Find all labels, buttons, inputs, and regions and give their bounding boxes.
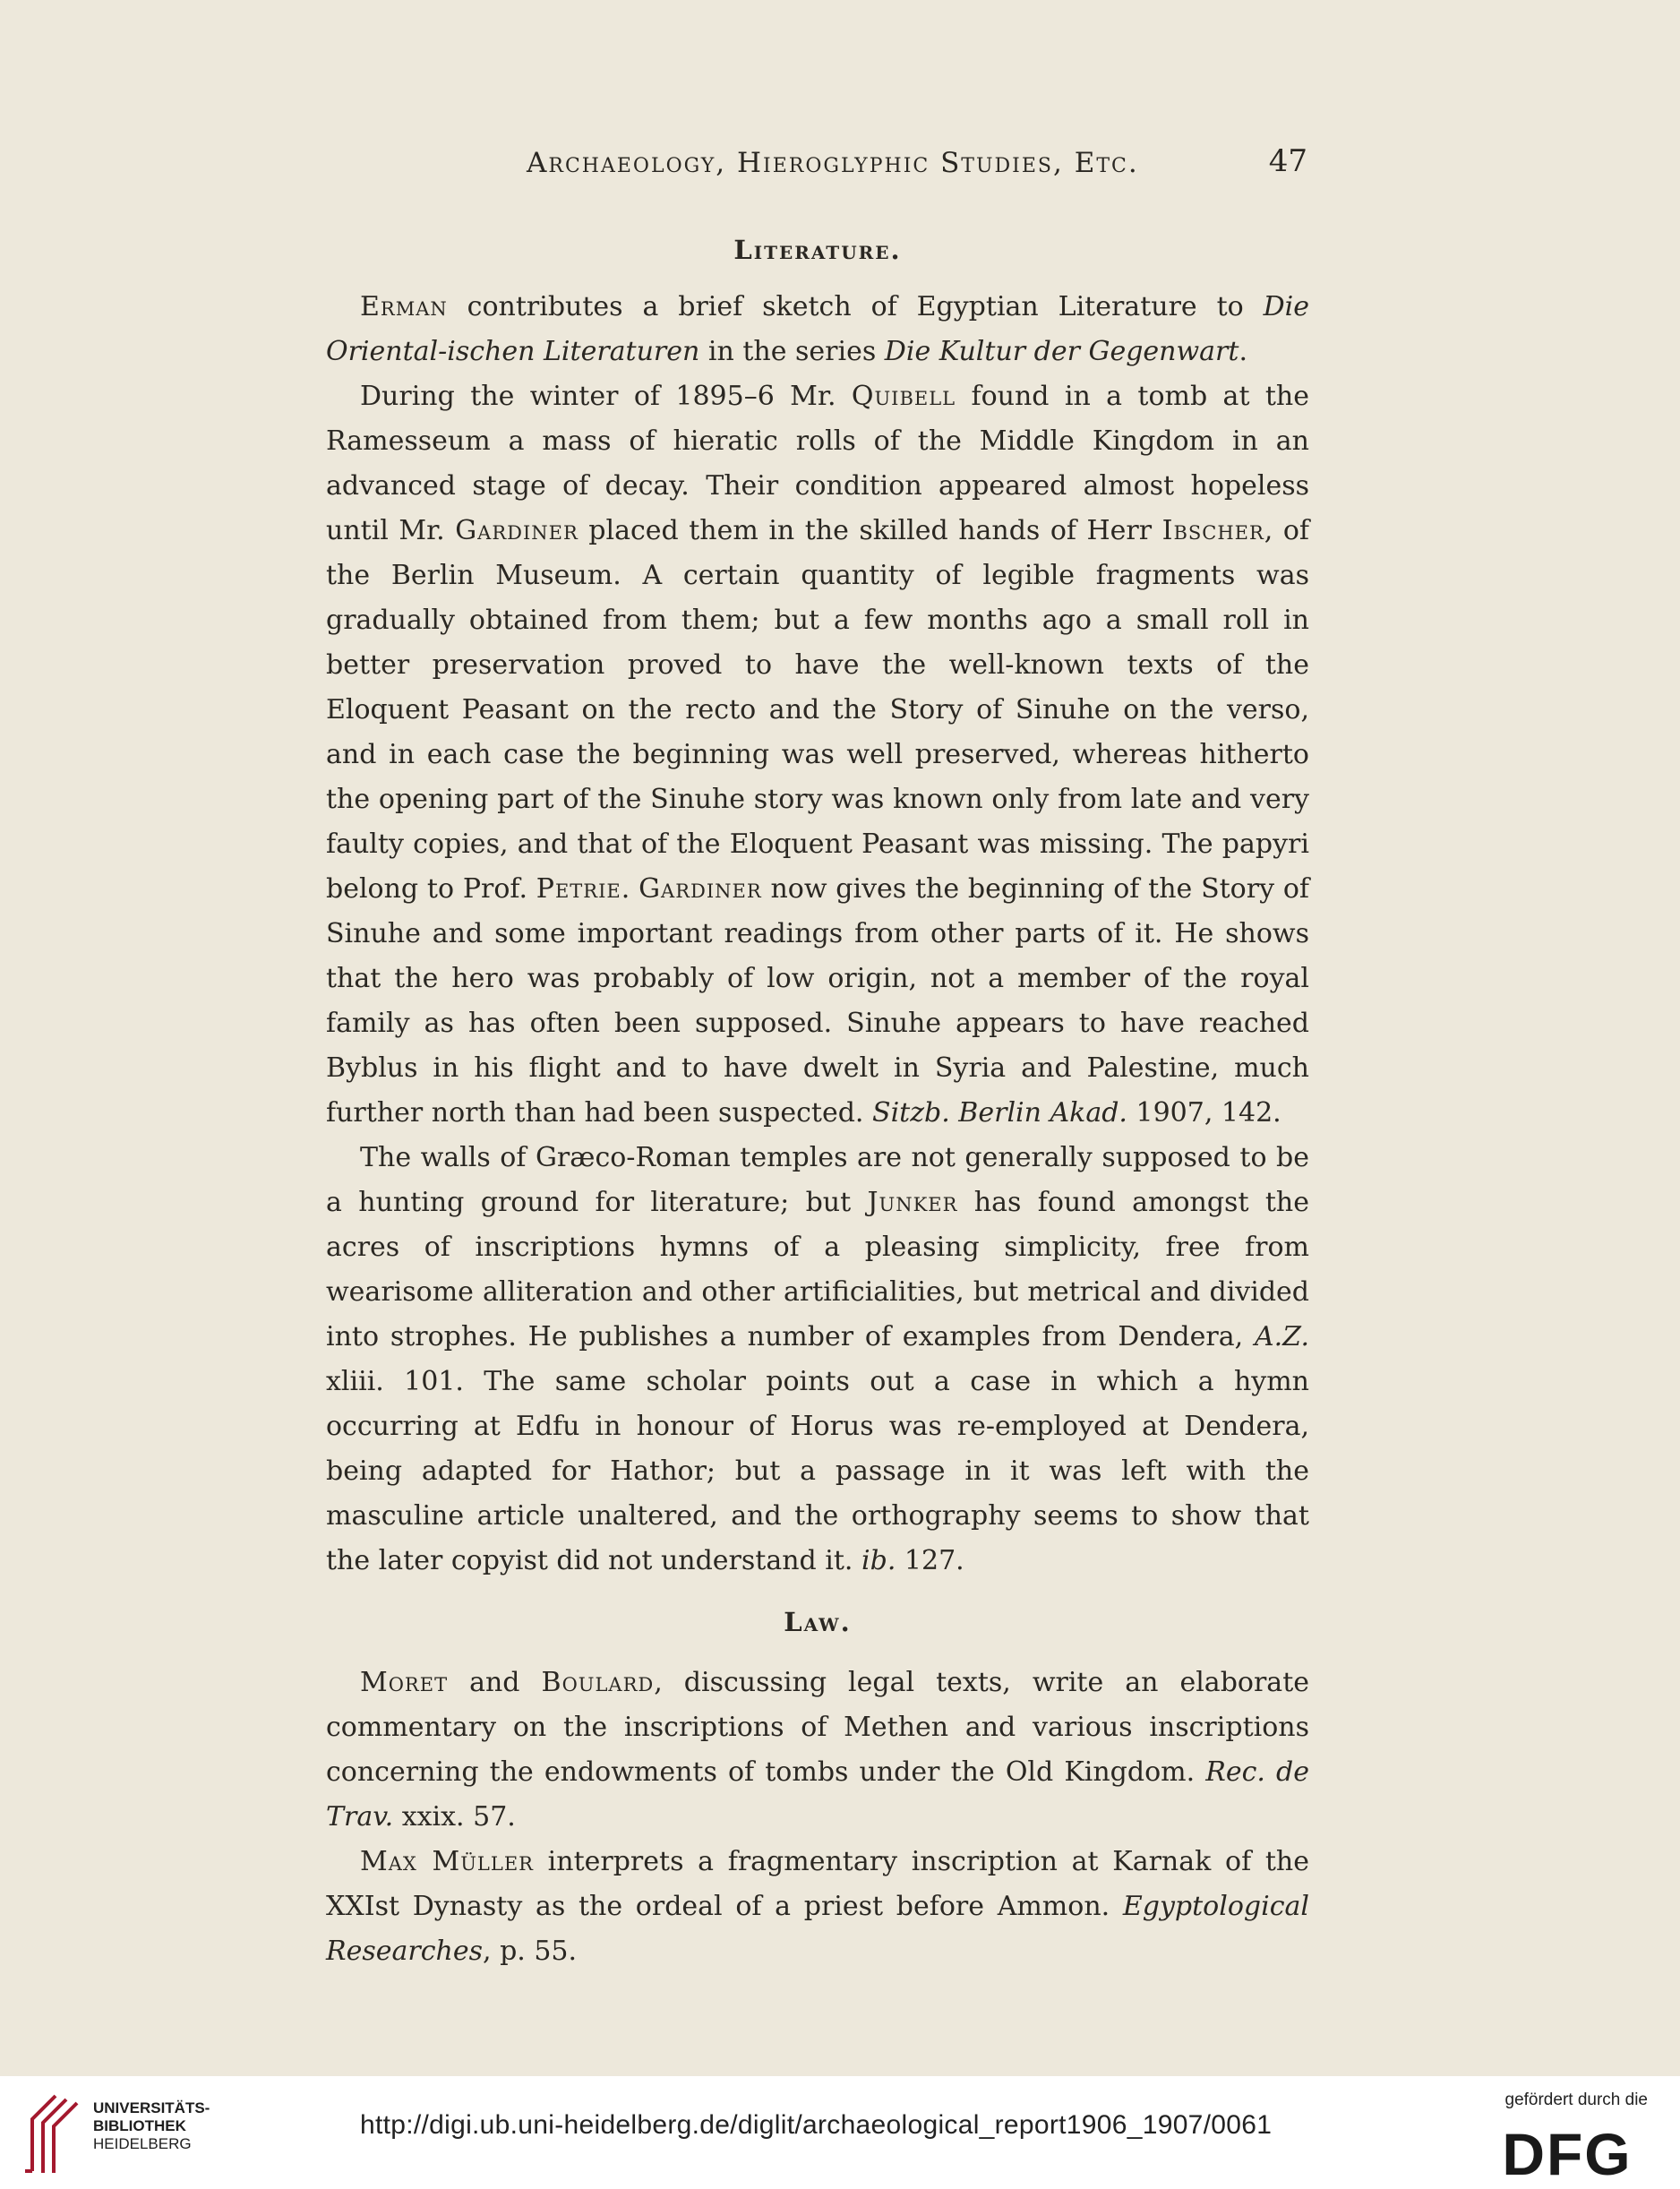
paragraph-graeco-roman-hymns: The walls of Græco-Roman temples are not generally supposed to be a hunting ground for literature; but Junker has found amongst the acres of inscriptions hymns of a pleasing simplicity, free from wearisome alliteration and other artificialities, but metrical and divided into strophes. He publishes a number of examples from Dendera, A.Z. xliii. 101. The same scholar points out a case in which a hymn occurring at Edfu in honour of Horus was re-employed at Dendera, being adapted for Hathor; but a passage in it was left with the masculine article unaltered, and the orthography seems to show that the later copyist did not understand it. ib. 127. — [326, 1142, 1309, 1576]
citation: A.Z. — [1254, 1321, 1309, 1352]
paragraph-ramesseum-papyri: During the winter of 1895–6 Mr. Quibell found in a tomb at the Ramesseum a mass of hieratic rolls of the Middle Kingdom in an advanced stage of decay. Their condition appeared almost hopeless until Mr. Gardiner placed them in the skilled hands of Herr Ibscher, of the Berlin Museum. A certain quantity of legible fragments was gradually obtained from them; but a few months ago a small roll in better preservation proved to have the well-known texts of the Eloquent Peasant on the recto and the Story of Sinuhe on the verso, and in each case the beginning was well preserved, whereas hitherto the opening part of the Sinuhe story was known only from late and very faulty copies, and that of the Eloquent Peasant was missing. The papyri belong to Prof. Petrie. Gardiner now gives the beginning of the Story of Sinuhe and some important readings from other parts of it. He shows that the hero was probably of low origin, not a member of the royal family as has often been supposed. Sinuhe appears to have reached Byblus in his flight and to have dwelt in Syria and Palestine, much further north than had been suspected. Sitzb. Berlin Akad. 1907, 142. — [326, 381, 1310, 1129]
citation: Sitzb. Berlin Akad. — [872, 1097, 1127, 1129]
dfg-logo-icon — [1490, 2123, 1644, 2182]
paragraph-max-muller: Max Müller interprets a fragmentary inscription at Karnak of the XXIst Dynasty as the ordeal of a priest before Ammon. Egyptological Researches, p. 55. — [326, 1846, 1309, 1967]
permalink-url[interactable]: http://digi.ub.uni-heidelberg.de/diglit/archaeological_report1906_1907/0061 — [360, 2110, 1273, 2140]
funder-label: gefördert durch die — [1504, 2090, 1648, 2109]
person-name: Petrie — [536, 873, 621, 905]
series-title: Die Kultur der Gegenwart — [884, 336, 1239, 367]
citation: ib. — [861, 1545, 896, 1576]
person-name: Gardiner — [639, 873, 762, 905]
person-name: Max Müller — [360, 1846, 534, 1877]
book-title: Die Oriental-ischen Literaturen — [326, 291, 1309, 367]
section-heading-literature: Literature. — [733, 235, 902, 265]
university-library-logo-icon — [20, 2090, 84, 2176]
person-name: Junker — [867, 1187, 958, 1218]
section-heading-law: Law. — [784, 1607, 852, 1637]
dfg-logo-text: DFG — [1502, 2123, 1633, 2182]
person-name: Boulard — [541, 1667, 655, 1698]
body-text — [326, 235, 1309, 1974]
page-number: 47 — [1268, 143, 1307, 179]
citation: Egyptological Researches — [326, 1891, 1309, 1967]
paragraph-moret-boulard: Moret and Boulard, discussing legal texts, write an elaborate commentary on the inscriptions of Methen and various inscriptions concerning the endowments of tombs under the Old Kingdom. Rec. de Trav. xxix. 57. — [326, 1667, 1309, 1833]
person-name: Moret — [360, 1667, 449, 1698]
author-name: Erman — [360, 291, 448, 322]
citation: Rec. de Trav. — [326, 1756, 1309, 1833]
university-library-name: UNIVERSITÄTS- BIBLIOTHEK HEIDELBERG — [93, 2099, 210, 2152]
person-name: Gardiner — [455, 515, 579, 546]
running-head — [322, 143, 1307, 188]
running-title: Archaeology, Hieroglyphic Studies, Etc. — [527, 147, 1139, 179]
person-name: Quibell — [851, 381, 956, 412]
paragraph-erman: Erman contributes a brief sketch of Egyptian Literature to Die Oriental-ischen Literaturen in the series Die Kultur der Gegenwart. — [326, 291, 1309, 367]
person-name: Ibscher — [1161, 515, 1264, 546]
digitization-footer — [0, 2076, 1680, 2189]
